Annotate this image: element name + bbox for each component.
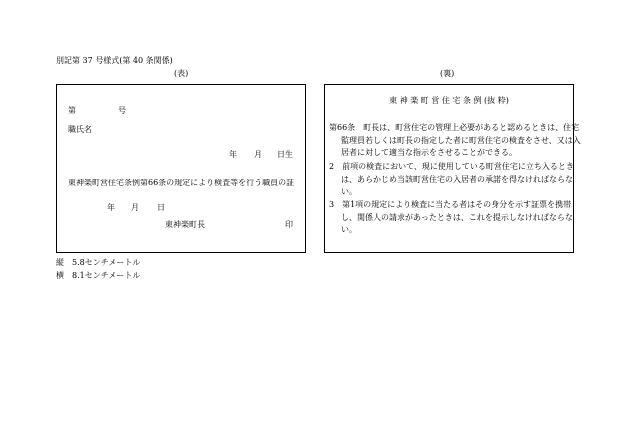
issue-day-label: 日 — [157, 203, 165, 212]
back-side-label: (裏) — [440, 69, 455, 78]
certificate-statement: 東神楽町営住宅条例第66条の規定により検査等を行う職員の証 — [68, 179, 295, 187]
birth-day-label: 日生 — [277, 150, 293, 159]
number-prefix: 第 — [68, 106, 76, 115]
issue-month-label: 月 — [131, 203, 139, 212]
birth-month-label: 月 — [254, 150, 262, 159]
form-title: 別記第 37 号様式(第 40 条関係) — [56, 56, 173, 65]
name-label: 職氏名 — [68, 125, 92, 134]
article-66: 第66条 町長は、町営住宅の管理上必要があると認めるときは、住宅監理員若しくは町長の指定した者に町営住宅の検査をさせ、又は入居者に対して適当な指示をさせることができる。 — [329, 123, 581, 157]
paragraph-3: 3 第1項の規定により検査に当たる者はその身分を示す証票を携帯し、関係人の請求があったときは、これを提示しなければならない。 — [329, 200, 573, 234]
seal-mark: 印 — [285, 220, 293, 229]
back-card — [324, 84, 581, 253]
number-suffix: 号 — [118, 106, 126, 115]
paragraph-2: 2 前項の検査において、現に使用している町営住宅に立ち入るときは、あらかじめ当該町営住宅の入居者の承諾を得なければならない。 — [329, 162, 574, 196]
issuer-name: 東神楽町長 — [165, 220, 205, 229]
front-side-label: (表) — [174, 69, 189, 78]
ordinance-title: 東 神 楽 町 営 住 宅 条 例 (抜 粋) — [389, 96, 509, 105]
birth-year-label: 年 — [229, 150, 237, 159]
issue-year-label: 年 — [107, 203, 115, 212]
front-card — [56, 84, 306, 253]
width-spec: 横 8.1センチメートル — [56, 271, 141, 280]
height-spec: 縦 5.8センチメートル — [56, 258, 141, 267]
